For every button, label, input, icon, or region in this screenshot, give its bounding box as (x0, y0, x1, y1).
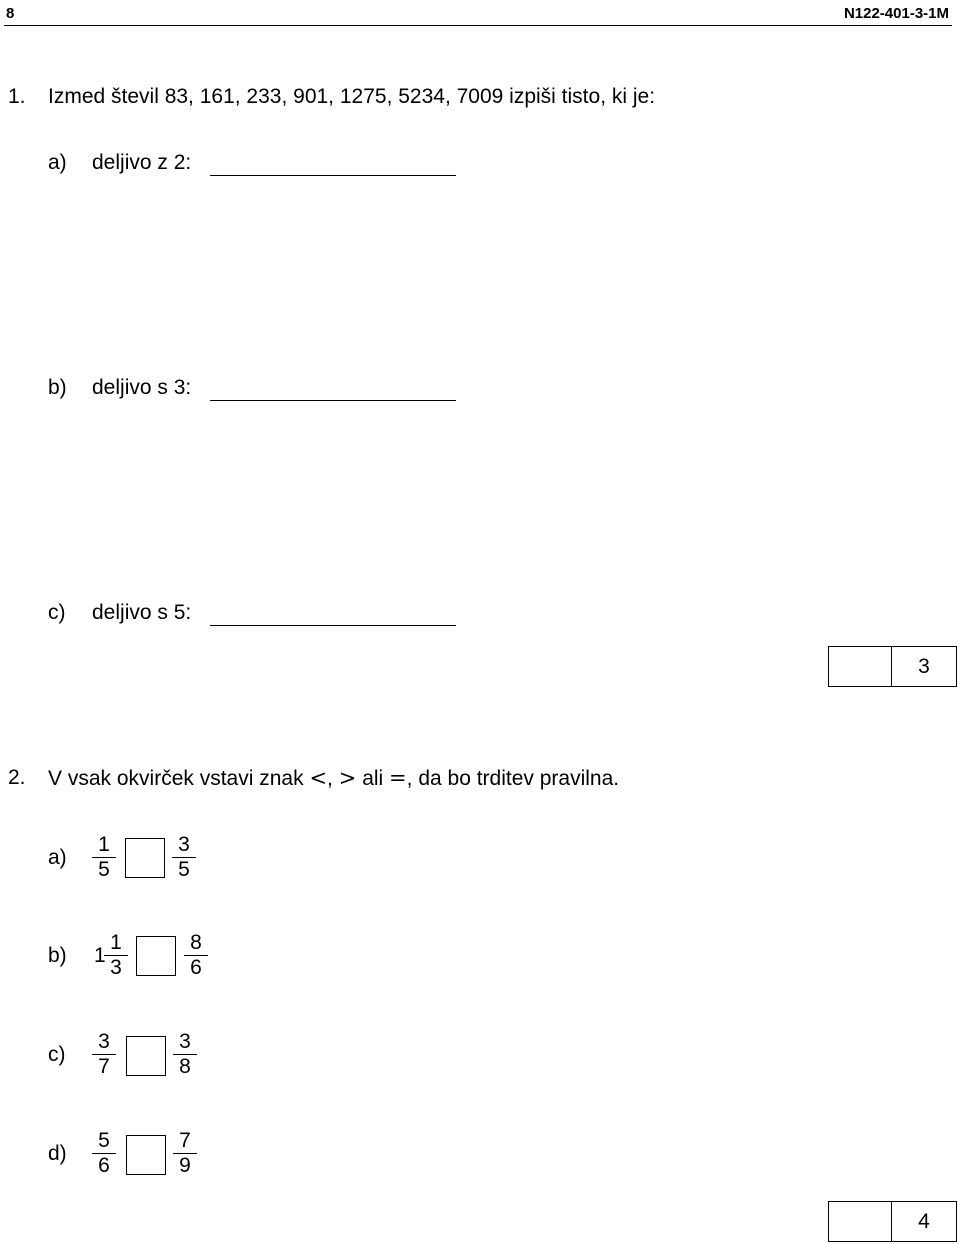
task2c-answer-box[interactable] (126, 1036, 166, 1076)
task2d-label: d) (48, 1142, 67, 1165)
task2a-right-fraction (172, 834, 196, 881)
fraction-numerator: 3 (179, 1030, 191, 1053)
task2-score-entry[interactable] (829, 1202, 892, 1241)
task1a-label: a) (48, 151, 67, 174)
task1-max-points: 3 (918, 654, 930, 678)
task2c-left-fraction (92, 1031, 116, 1078)
task2d-answer-box[interactable] (126, 1135, 166, 1175)
task1b-text: deljivo s 3: (92, 376, 192, 399)
task2-text-ali: ali (362, 767, 384, 790)
task1-number: 1. (8, 85, 26, 108)
less-than-symbol: < (309, 766, 328, 790)
fraction-denominator: 3 (110, 956, 122, 979)
task2a-label: a) (48, 846, 67, 869)
task2-comma: , (327, 767, 333, 790)
fraction-numerator: 1 (110, 931, 122, 954)
task2-text-before: V vsak okvirček vstavi znak (48, 767, 304, 790)
task2b-answer-box[interactable] (136, 936, 176, 976)
task2a-answer-box[interactable] (125, 838, 165, 878)
task1-score-box (828, 646, 957, 687)
fraction-numerator: 3 (178, 833, 190, 856)
task2a-left-fraction (92, 834, 116, 881)
fraction-denominator: 5 (98, 858, 110, 881)
fraction-denominator: 6 (98, 1154, 110, 1177)
task2-max-points: 4 (918, 1209, 930, 1233)
task1-score-entry[interactable] (829, 647, 892, 686)
fraction-denominator: 5 (178, 858, 190, 881)
fraction-numerator: 3 (98, 1030, 110, 1053)
fraction-numerator: 7 (179, 1129, 191, 1152)
document-code: N122-401-3-1M (843, 5, 949, 22)
page-number: 8 (6, 5, 15, 22)
equals-symbol: = (389, 766, 407, 790)
fraction-denominator: 7 (98, 1055, 110, 1078)
fraction-denominator: 9 (179, 1154, 191, 1177)
task2-text (48, 766, 619, 791)
task1-text: Izmed števil 83, 161, 233, 901, 1275, 5234, 7009 izpiši tisto, ki je: (48, 85, 656, 108)
task2b-label: b) (48, 944, 67, 967)
task1a-text: deljivo z 2: (92, 151, 192, 174)
fraction-numerator: 5 (98, 1129, 110, 1152)
greater-than-symbol: > (338, 766, 357, 790)
task1b-label: b) (48, 376, 67, 399)
fraction-denominator: 6 (190, 956, 202, 979)
task2c-label: c) (48, 1043, 66, 1066)
task1b-answer-line[interactable] (210, 400, 456, 401)
task2-score-box (828, 1201, 957, 1242)
fraction-numerator: 1 (98, 833, 110, 856)
task1c-answer-line[interactable] (210, 625, 456, 626)
task1c-text: deljivo s 5: (92, 601, 192, 624)
task2b-left-fraction (104, 932, 128, 979)
task2d-left-fraction (92, 1130, 116, 1177)
header-rule (4, 25, 952, 26)
task2d-right-fraction (173, 1130, 197, 1177)
task2b-right-fraction (184, 932, 208, 979)
task2b-whole-number: 1 (94, 944, 106, 967)
fraction-denominator: 8 (179, 1055, 191, 1078)
task2c-right-fraction (173, 1031, 197, 1078)
task1a-answer-line[interactable] (210, 175, 456, 176)
task2-text-after: , da bo trditev pravilna. (406, 767, 620, 790)
task2-number: 2. (8, 766, 26, 789)
fraction-numerator: 8 (190, 931, 202, 954)
task1c-label: c) (48, 601, 66, 624)
